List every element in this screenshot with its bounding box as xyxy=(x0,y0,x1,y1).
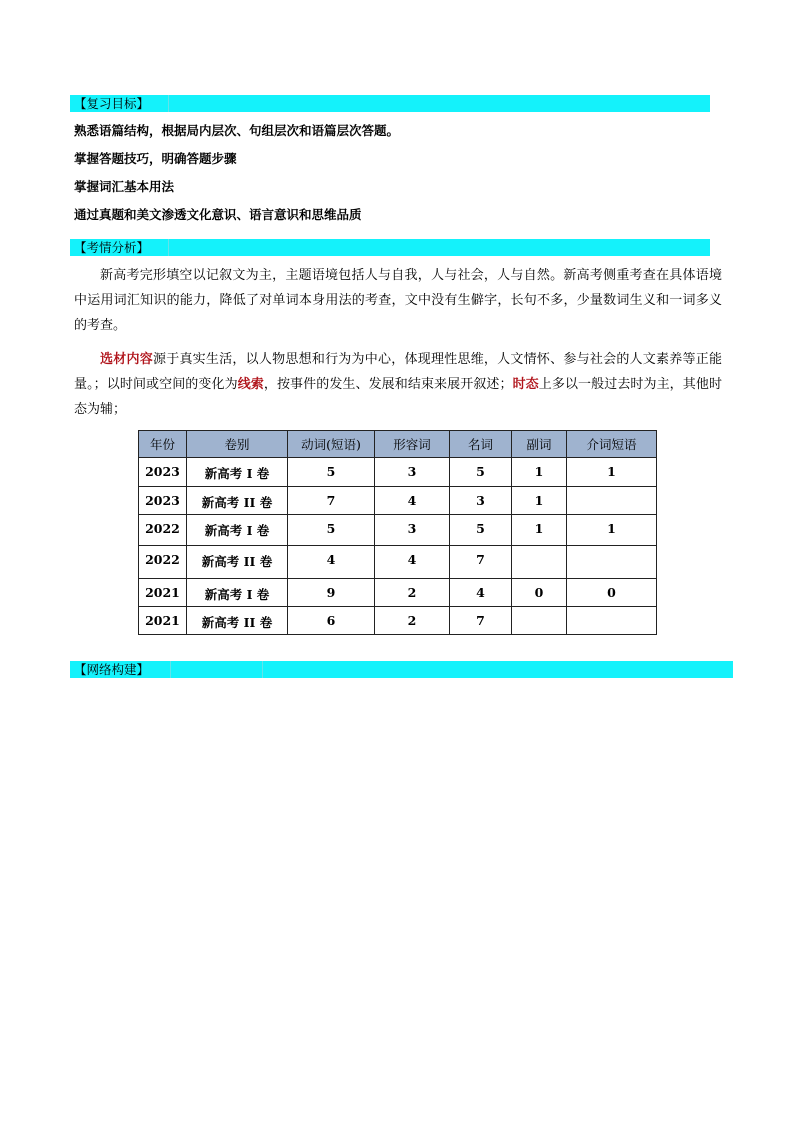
goal-item-4: 通过真题和美文渗透文化意识、语言意识和思维品质 xyxy=(74,207,362,222)
header-noun: 名词 xyxy=(450,431,512,458)
table-cell xyxy=(567,546,657,579)
table-cell: 新高考 II 卷 xyxy=(187,607,288,635)
table-cell: 3 xyxy=(450,487,512,515)
table-cell: 1 xyxy=(567,458,657,487)
section-header-network xyxy=(70,661,733,678)
table-cell: 1 xyxy=(512,487,567,515)
paragraph-text: 上多以一般过去时为主，其他时态为辅； xyxy=(74,377,722,417)
section-title-network: 【网络构建】 xyxy=(74,662,150,677)
goal-item-1: 熟悉语篇结构，根据局内层次、句组层次和语篇层次答题。 xyxy=(74,123,400,138)
table-cell: 2023 xyxy=(139,458,187,487)
table-cell xyxy=(567,607,657,635)
paragraph-text: ，按事件的发生、发展和结束来展开叙述； xyxy=(263,377,513,392)
table-cell: 9 xyxy=(288,579,375,607)
table-cell: 2022 xyxy=(139,515,187,546)
keyword-clue: 线索 xyxy=(237,377,264,392)
table-cell: 新高考 I 卷 xyxy=(187,579,288,607)
section-header-goals xyxy=(70,95,710,112)
vocabulary-stats-table xyxy=(138,430,657,635)
band-divider xyxy=(168,239,169,256)
table-cell: 5 xyxy=(450,458,512,487)
table-cell: 0 xyxy=(512,579,567,607)
table-cell: 0 xyxy=(567,579,657,607)
table-cell xyxy=(512,546,567,579)
table-cell: 1 xyxy=(567,515,657,546)
header-adverb: 副词 xyxy=(512,431,567,458)
header-prep-phrase: 介词短语 xyxy=(567,431,657,458)
section-title-goals: 【复习目标】 xyxy=(74,96,150,111)
table-cell: 4 xyxy=(375,487,450,515)
table-row xyxy=(139,458,657,487)
table-cell: 2021 xyxy=(139,579,187,607)
table-row xyxy=(139,487,657,515)
table-cell: 5 xyxy=(288,458,375,487)
keyword-tense: 时态 xyxy=(512,377,539,392)
table-cell: 7 xyxy=(288,487,375,515)
table-header-row xyxy=(139,431,657,458)
header-adjective: 形容词 xyxy=(375,431,450,458)
table-cell xyxy=(512,607,567,635)
band-divider xyxy=(168,95,169,112)
table-cell: 7 xyxy=(450,546,512,579)
table-cell: 2 xyxy=(375,607,450,635)
table-cell: 4 xyxy=(375,546,450,579)
table-cell: 新高考 I 卷 xyxy=(187,458,288,487)
table-cell: 6 xyxy=(288,607,375,635)
table-cell: 5 xyxy=(288,515,375,546)
paragraph-text: 源于真实生活，以人物思想和行为为中心，体现理性思维，人文情怀、参与社会的人文素养等正能量。；以时间或空间的变化为 xyxy=(74,352,722,392)
table-row xyxy=(139,515,657,546)
table-cell: 新高考 I 卷 xyxy=(187,515,288,546)
table-cell: 7 xyxy=(450,607,512,635)
table-cell: 3 xyxy=(375,458,450,487)
table-cell: 1 xyxy=(512,458,567,487)
section-title-analysis: 【考情分析】 xyxy=(74,240,150,255)
analysis-paragraph-1: 新高考完形填空以记叙文为主，主题语境包括人与自我，人与社会，人与自然。新高考侧重考查在具体语境中运用词汇知识的能力，降低了对单词本身用法的考查，文中没有生僻字，长句不多，少量数词生义和一词多义的考查。 xyxy=(74,268,722,333)
table-cell: 2021 xyxy=(139,607,187,635)
header-paper: 卷别 xyxy=(187,431,288,458)
table-cell: 新高考 II 卷 xyxy=(187,487,288,515)
table-row xyxy=(139,546,657,579)
band-divider xyxy=(262,661,263,678)
table-cell: 3 xyxy=(375,515,450,546)
table-cell: 2022 xyxy=(139,546,187,579)
band-divider xyxy=(170,661,171,678)
table-cell: 5 xyxy=(450,515,512,546)
header-year: 年份 xyxy=(139,431,187,458)
table-cell: 1 xyxy=(512,515,567,546)
table-cell: 新高考 II 卷 xyxy=(187,546,288,579)
header-verb: 动词(短语) xyxy=(288,431,375,458)
section-header-analysis xyxy=(70,239,710,256)
table-cell xyxy=(567,487,657,515)
table-row xyxy=(139,607,657,635)
table-cell: 2023 xyxy=(139,487,187,515)
table-cell: 4 xyxy=(288,546,375,579)
table-cell: 4 xyxy=(450,579,512,607)
analysis-paragraph-2 xyxy=(74,347,722,422)
goal-item-2: 掌握答题技巧，明确答题步骤 xyxy=(74,151,237,166)
keyword-material: 选材内容 xyxy=(100,352,153,367)
goal-item-3: 掌握词汇基本用法 xyxy=(74,179,175,194)
table-cell: 2 xyxy=(375,579,450,607)
table-row xyxy=(139,579,657,607)
